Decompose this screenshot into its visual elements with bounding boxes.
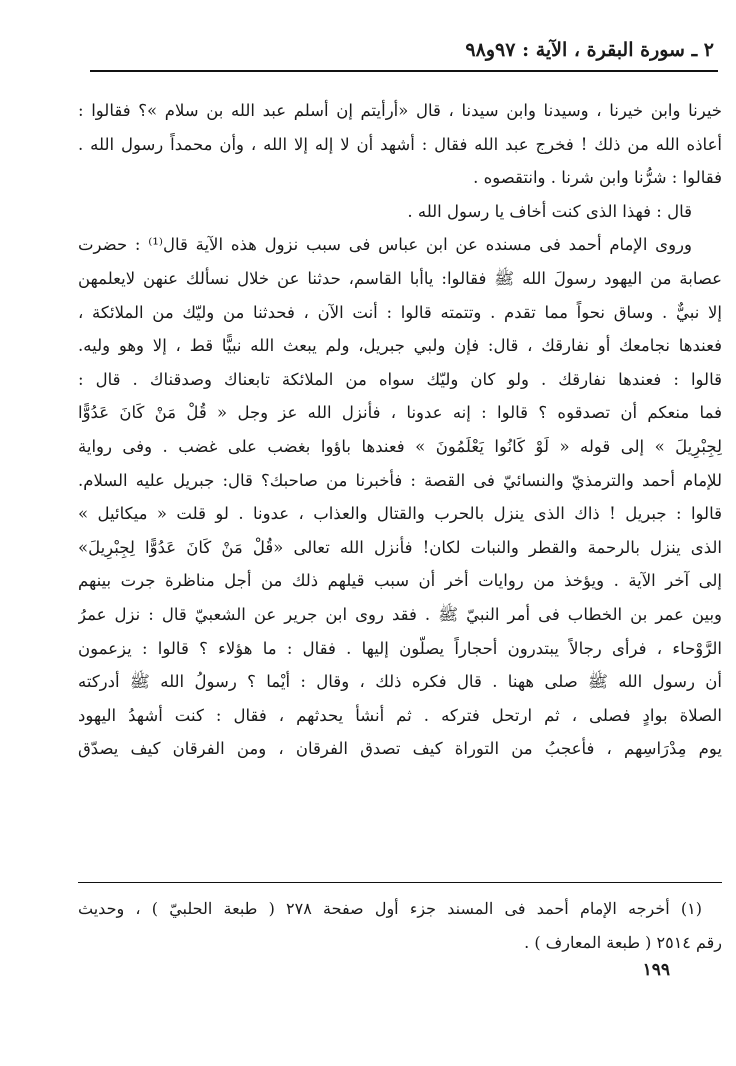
footnote — [78, 892, 722, 960]
footnote-line: (١) أخرجه الإمام أحمد فى المسند جزء أول صفحة ٢٧٨ ( طبعة الحلبيّ ) ، وحديث — [78, 899, 703, 918]
text-line: عصابة من اليهود رسولَ الله ﷺ فقالوا: ياأبا القاسم، حدثنا عن خلال نسألك عنهن لايعلمهن — [78, 268, 722, 288]
text-line: إلا نبيٌّ . وساق نحواً مما تقدم . وتتمته قالوا : أنت الآن ، فحدثنا من وليّك من الملائكة ، — [78, 302, 722, 322]
text-line: يوم مِدْرَاسِهم ، فأعجبُ من التوراة كيف تصدق الفرقان ، ومن الفرقان كيف يصدّق — [78, 739, 722, 759]
text-line: فقالوا : شرُّنا وابن شرنا . وانتقصوه . — [473, 168, 722, 188]
footnote-line: رقم ٢٥١٤ ( طبعة المعارف ) . — [524, 933, 722, 952]
text-line: للإمام أحمد والترمذيّ والنسائيّ فى القصة : فأخبرنا من صاحبك؟ قال: جبريل عليه السلام. — [78, 470, 722, 490]
text-line: الصلاة بوادٍ فصلى ، ثم ارتحل فتركه . ثم أنشأ يحدثهم ، فقال : كنت أشهدُ اليهود — [78, 705, 722, 725]
text-line: فما منعكم أن تصدقوه ؟ قالوا : إنه عدونا ، فأنزل الله عز وجل « قُلْ مَنْ كَانَ عَدُوًّا — [78, 403, 722, 423]
text-line: الرَّوْحاء ، فرأى رجالاً يبتدرون أحجاراً يصلّون إليها . فقال : ما هؤلاء ؟ قالوا : يزعمون — [78, 638, 722, 658]
text-line: قال : فهذا الذى كنت أخاف يا رسول الله . — [407, 201, 692, 221]
running-header: ٢ ـ سورة البقرة ، الآية : ٩٧و٩٨ — [465, 39, 714, 61]
header-divider — [90, 70, 718, 72]
text-line: وبين عمر بن الخطاب فى أمر النبيّ ﷺ . فقد روى ابن جرير عن الشعبيّ قال : نزل عمرُ — [78, 604, 722, 624]
footnote-divider — [78, 882, 722, 883]
text-line: إلى آخر الآية . ويؤخذ من روايات أخر أن سبب قيلهم ذلك من أجل مناظرة جرت بينهم — [78, 571, 722, 591]
text-line: وروى الإمام أحمد فى مسنده عن ابن عباس فى سبب نزول هذه الآية قال⁽¹⁾ : حضرت — [78, 235, 692, 255]
text-line: الذى ينزل بالرحمة والقطر والنبات لكان! فأنزل الله تعالى «قُلْ مَنْ كَانَ عَدُوًّا لِجِبْرِيلَ» — [78, 537, 722, 557]
text-line: أن رسول الله ﷺ صلى ههنا . قال فكره ذلك ، وقال : أيْما ؟ رسولُ الله ﷺ أدركته — [78, 672, 722, 692]
page-number: ١٩٩ — [642, 960, 670, 980]
main-text — [78, 94, 722, 766]
text-line: أعاذه الله من ذلك ! فخرج عبد الله فقال : أشهد أن لا إله إلا الله ، وأن محمداً رسول الله . — [78, 134, 722, 154]
text-line: فعندها نجامعك أو نفارقك ، قال: فإن ولبي جبريل، ولم يبعث الله نبيًّا قط ، إلا وهو وليه. — [78, 336, 722, 356]
text-line: قالوا : فعندها نفارقك . ولو كان وليّك سواه من الملائكة تابعناك وصدقناك . قال : — [78, 369, 722, 389]
text-line: لِجِبْرِيلَ » إلى قوله « لَوْ كَانُوا يَعْلَمُونَ » فعندها باؤوا بغضب على غضب . وفى رواية — [78, 436, 722, 456]
text-line: قالوا : جبريل ! ذاك الذى ينزل بالحرب والقتال والعذاب ، عدونا . لو قلت « ميكائيل » — [78, 504, 722, 524]
text-line: خيرنا وابن خيرنا ، وسيدنا وابن سيدنا ، قال «أرأيتم إن أسلم عبد الله بن سلام »؟ فقالوا : — [78, 101, 722, 120]
